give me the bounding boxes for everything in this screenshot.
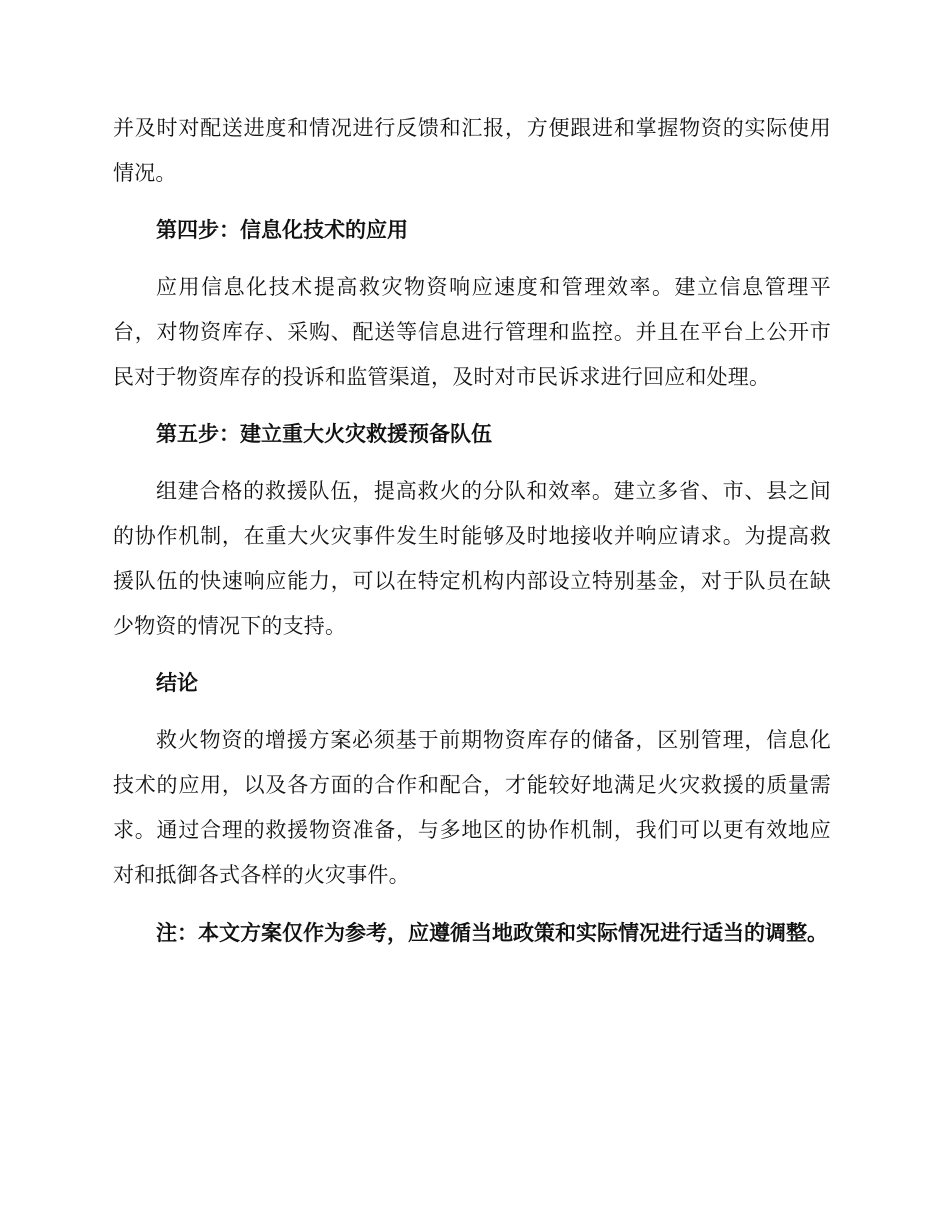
continuation-paragraph: 并及时对配送进度和情况进行反馈和汇报，方便跟进和掌握物资的实际使用情况。 (113, 116, 831, 185)
note-paragraph: 注：本文方案仅作为参考，应遵循当地政策和实际情况进行适当的调整。 (156, 921, 828, 945)
conclusion-heading: 结论 (156, 671, 198, 695)
conclusion-paragraph: 救火物资的增援方案必须基于前期物资库存的储备，区别管理，信息化技术的应用，以及各方面的合作和配合，才能较好地满足火灾救援的质量需求。通过合理的救援物资准备，与多地区的协作机制，我们可以更有效地应对和抵御各式各样的火灾事件。 (113, 728, 831, 887)
document-page (113, 106, 831, 956)
step5-heading: 第五步：建立重大火灾救援预备队伍 (156, 422, 492, 446)
step5-paragraph: 组建合格的救援队伍，提高救火的分队和效率。建立多省、市、县之间的协作机制，在重大火灾事件发生时能够及时地接收并响应请求。为提高救援队伍的快速响应能力，可以在特定机构内部设立特别基金，对于队员在缺少物资的情况下的支持。 (113, 479, 831, 638)
step4-paragraph: 应用信息化技术提高救灾物资响应速度和管理效率。建立信息管理平台，对物资库存、采购、配送等信息进行管理和监控。并且在平台上公开市民对于物资库存的投诉和监管渠道，及时对市民诉求进行回应和处理。 (113, 275, 831, 389)
step4-heading: 第四步：信息化技术的应用 (156, 218, 408, 242)
